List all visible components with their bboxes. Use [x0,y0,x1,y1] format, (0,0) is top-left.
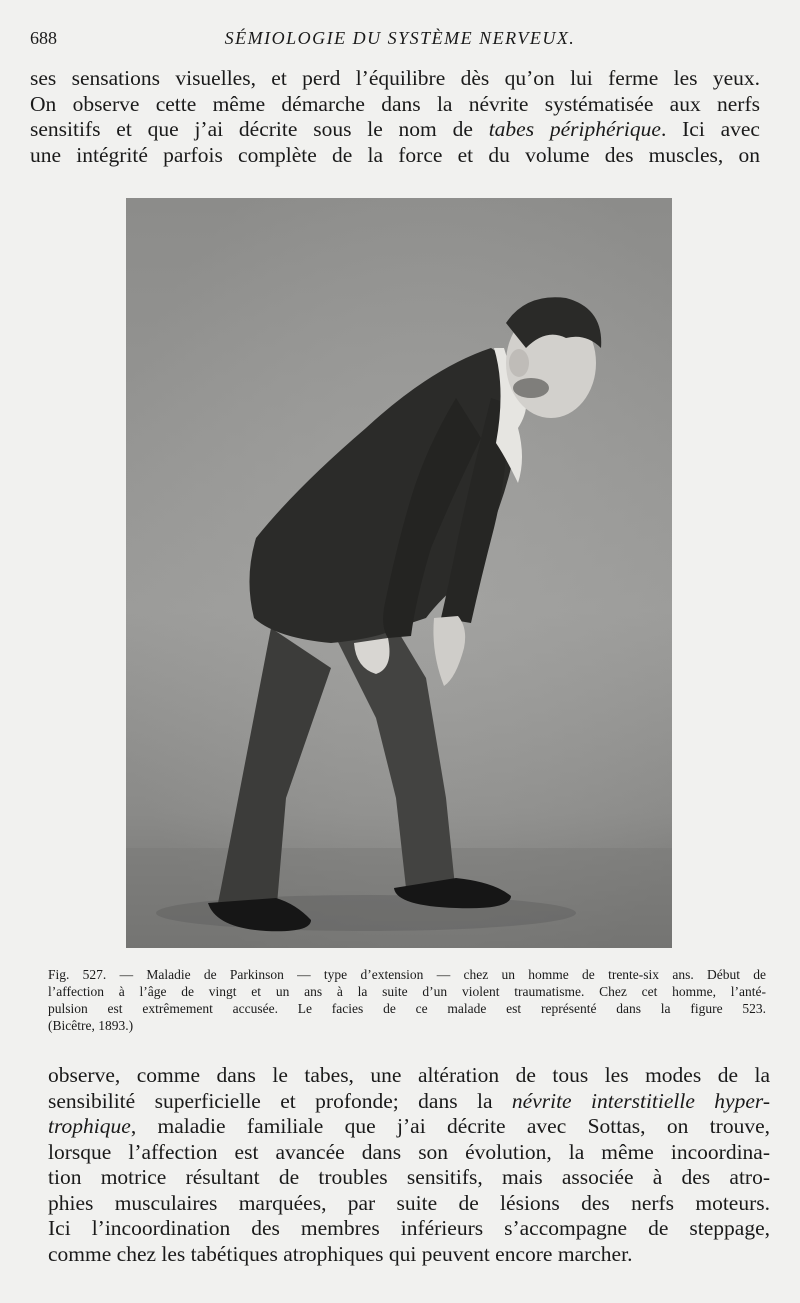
italic-term: névrite interstitielle hyper- [511,1088,770,1113]
caption-line: l’affection à l’âge de vingt et un ans à la suite d’un violent traumatisme. Chez cet homme, l’anté- [48,984,766,999]
figure-photograph [126,198,672,948]
italic-term: tabes périphérique [488,117,661,141]
page-number: 688 [30,28,57,48]
running-head: SÉMIOLOGIE DU SYSTÈME NERVEUX. [224,28,576,48]
text-line: une intégrité parfois complète de la force et du volume des muscles, on [30,142,760,167]
text-line: lorsque l’affection est avancée dans son évolution, la même incoordina- [48,1139,770,1164]
top-paragraph [30,66,760,168]
text-line: trophique, maladie familiale que j’ai décrite avec Sottas, on trouve, [48,1114,770,1138]
caption-line: pulsion est extrêmement accusée. Le facies de ce malade est représenté dans la figure 523. [48,1001,766,1016]
text-line: On observe cette même démarche dans la névrite systématisée aux nerfs [30,91,760,116]
italic-term: trophique [48,1114,131,1138]
caption-line: Fig. 527. — Maladie de Parkinson — type d’extension — chez un homme de trente-six ans. Début de [48,967,766,982]
caption-line: (Bicêtre, 1893.) [48,1018,134,1033]
text-line: observe, comme dans le tabes, une altération de tous les modes de la [48,1063,770,1087]
text-line: tion motrice résultant de troubles sensitifs, mais associée à des atro- [48,1165,770,1189]
page-header [30,28,770,54]
text-line: Ici l’incoordination des membres inférieurs s’accompagne de steppage, [48,1216,770,1240]
text-line: phies musculaires marquées, par suite de lésions des nerfs moteurs. [48,1190,770,1215]
text-line: sensibilité superficielle et profonde; dans la névrite interstitielle hyper- [48,1088,770,1113]
bottom-paragraph [48,1063,770,1267]
text-line: sensitifs et que j’ai décrite sous le nom de tabes périphérique. Ici avec [30,117,760,141]
text-line: ses sensations visuelles, et perd l’équilibre dès qu’on lui ferme les yeux. [30,66,760,90]
text-line: comme chez les tabétiques atrophiques qui peuvent encore marcher. [48,1241,633,1266]
figure-caption [48,966,766,1034]
